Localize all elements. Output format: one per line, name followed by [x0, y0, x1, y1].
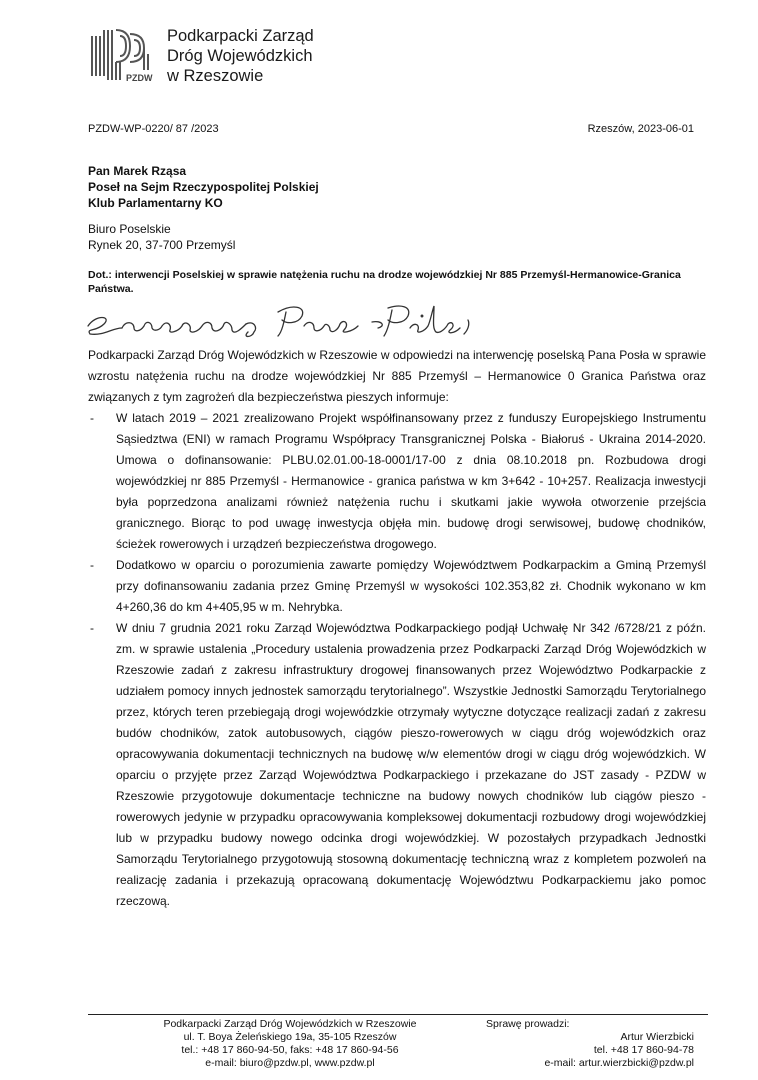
office-address [88, 221, 235, 253]
footer-phones: tel.: +48 17 860-94-50, faks: +48 17 860-94-56 [181, 1044, 399, 1056]
handler-label: Sprawę prowadzi: [486, 1018, 570, 1030]
place-date: Rzeszów, 2023-06-01 [587, 123, 694, 135]
logo-text: PZDW [126, 73, 153, 83]
intro-paragraph: Podkarpacki Zarząd Dróg Wojewódzkich w Rzeszowie w odpowiedzi na interwencję poselską Pana Posła w sprawie wzrostu natężenia ruchu na drodze wojewódzkiej Nr 885 Przemyśl – Hermanowice 0 Granica Państwa oraz związanych z tym zagrożeń dla bezpieczeństwa pieszych informuje: [88, 348, 706, 404]
office-street: Rynek 20, 37-700 Przemyśl [88, 238, 236, 252]
letter-subject: Dot.: interwencji Poselskiej w sprawie natężenia ruchu na drodze wojewódzkiej Nr 885 Przemyśl-Hermanowice-Granica Państwa. [88, 269, 681, 295]
list-item [88, 408, 706, 555]
recipient-block [88, 163, 319, 211]
footer-emails: e-mail: biuro@pzdw.pl, www.pzdw.pl [205, 1057, 375, 1069]
office-name: Biuro Poselskie [88, 222, 171, 236]
handler-contact [544, 1031, 694, 1070]
footer-divider [88, 1014, 708, 1015]
list-item [88, 618, 706, 912]
recipient-club: Klub Parlamentarny KO [88, 196, 223, 210]
handler-name: Artur Wierzbicki [620, 1031, 694, 1043]
handler-email: e-mail: artur.wierzbicki@pzdw.pl [544, 1057, 694, 1069]
recipient-title: Poseł na Sejm Rzeczypospolitej Polskiej [88, 180, 319, 194]
org-name-line2: Dróg Wojewódzkich [167, 47, 313, 65]
footer-contact [140, 1018, 440, 1070]
point-text: W dniu 7 grudnia 2021 roku Zarząd Województwa Podkarpackiego podjął Uchwałę Nr 342 /6728/21 z późn. zm. w sprawie ustalenia „Procedury ustalenia prowadzenia przez Podkarpacki Zarząd Dróg Wojewódzkich w Rzeszowie zadań z zakresu infrastruktury drogowej finansowanych przez Województwo Podkarpackie z udziałem pomocy innych jednostek samorządu terytorialnego”. Wszystkie Jednostki Samorządu Terytorialnego przez, których teren przebiegają drogi wojewódzkie otrzymały wytyczne dotyczące realizacji zadań z zakresu budów chodników, zatok autobusowych, ciągów pieszo-rowerowych w ciągu dróg wojewódzkich oraz opracowywania dokumentacji technicznych na budowę w/w elementów drogi w ciągu dróg wojewódzkich. W oparciu o przyjęte przez Zarząd Województwa Podkarpackiego i przekazane do JST zasady - PZDW w Rzeszowie przygotowuje dokumentacje techniczne na budowy nowych chodników lub ciągów pieszo - rowerowych jedynie w przypadku opracowywania kompleksowej dokumentacji rozbudowy drogi wojewódzkiej lub w przypadku budowy nowego odcinka drogi wojewódzkiej. W pozostałych przypadkach Jednostki Samorządu Terytorialnego przygotowują stosowną dokumentację techniczną wraz z kompletem pozwoleń na realizację zadania i przekazują opracowaną dokumentację Województwu Podkarpackiemu jako pomoc rzeczową. [116, 621, 706, 908]
point-text: Dodatkowo w oparciu o porozumienia zawarte pomiędzy Województwem Podkarpackim a Gminą Przemyśl przy dofinansowaniu zadania przez Gminę Przemyśl w wysokości 102.353,82 zł. Chodnik wykonano w km 4+260,36 do km 4+405,95 w m. Nehrybka. [116, 558, 706, 614]
letter-body [88, 345, 706, 912]
point-text: W latach 2019 – 2021 zrealizowano Projekt współfinansowany przez z funduszy Europejskiego Instrumentu Sąsiedztwa (ENI) w ramach Programu Współpracy Transgranicznej Polska - Białoruś - Ukraina 2014-2020. Umowa o dofinansowanie: PLBU.02.01.00-18-0001/17-00 z dnia 08.10.2018 pn. Rozbudowa drogi wojewódzkiej nr 885 Przemyśl - Hermanowice - granica państwa w km 3+642 - 10+257. Realizacja inwestycji była poprzedzona analizami również natężenia ruchu i skutkami jakie wywoła otworzenie przejścia granicznego. Biorąc to pod uwagę inwestycja objęła min. budowę drogi serwisowej, budowę chodników, ścieżek rowerowych i urządzeń bezpieczeństwa drogowego. [116, 411, 706, 551]
pzdw-logo [86, 24, 154, 84]
bullet-dash: - [90, 411, 94, 425]
org-name-line1: Podkarpacki Zarząd [167, 27, 314, 45]
bullet-dash: - [90, 558, 94, 572]
list-item [88, 555, 706, 618]
recipient-name: Pan Marek Rząsa [88, 164, 187, 178]
reference-number: PZDW-WP-0220/ 87 /2023 [88, 123, 219, 135]
footer-address: ul. T. Boya Żeleńskiego 19a, 35-105 Rzeszów [183, 1031, 397, 1043]
handwritten-salutation [82, 298, 502, 340]
handler-phone: tel. +48 17 860-94-78 [593, 1044, 694, 1056]
footer-org: Podkarpacki Zarząd Dróg Wojewódzkich w Rzeszowie [163, 1018, 417, 1030]
org-name-line3: w Rzeszowie [167, 67, 264, 85]
bullet-dash: - [90, 621, 94, 635]
points-list [88, 408, 706, 912]
organization-name [167, 26, 314, 86]
